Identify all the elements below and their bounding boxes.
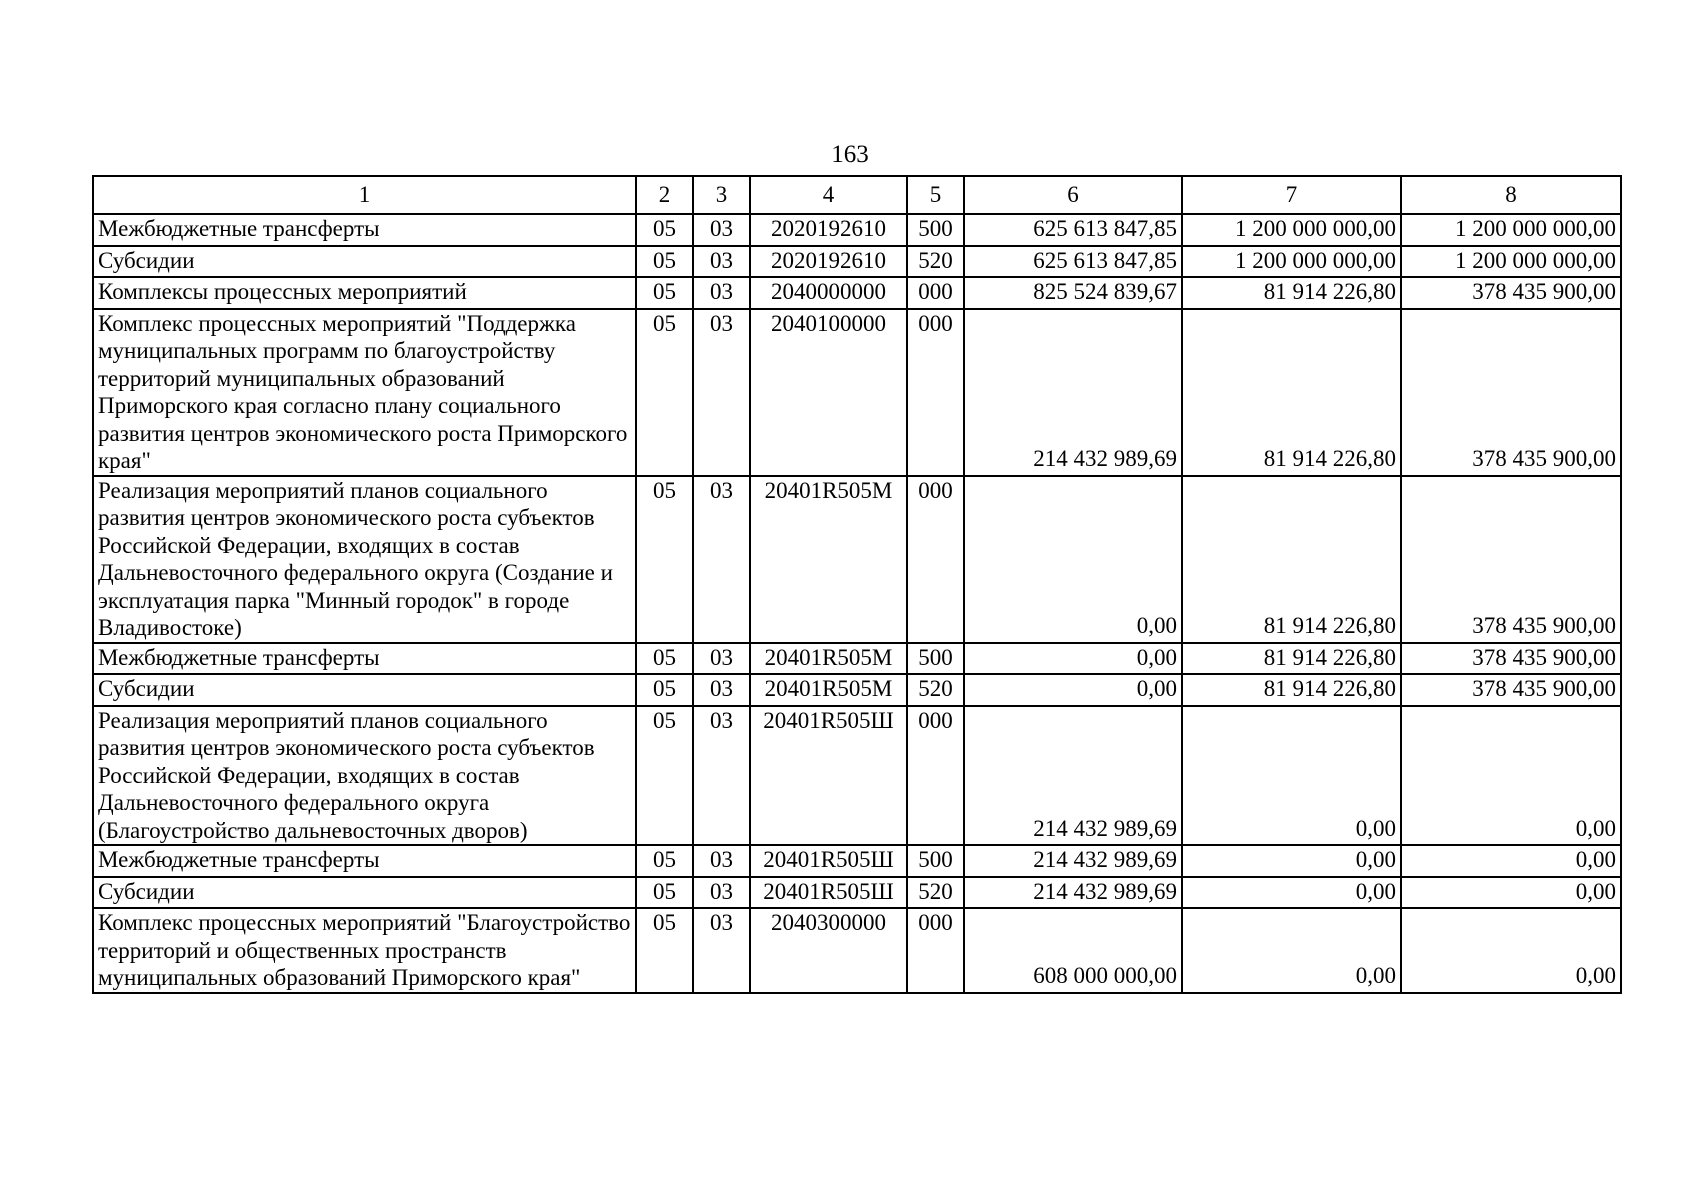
amount-col7-cell: 0,00 xyxy=(1182,845,1401,877)
expense-type-cell: 520 xyxy=(907,877,964,909)
amount-col7-cell: 0,00 xyxy=(1182,908,1401,993)
subsection-code-cell: 03 xyxy=(693,908,750,993)
amount-col6-cell: 214 432 989,69 xyxy=(964,845,1182,877)
table-row xyxy=(93,643,1621,675)
amount-col7-cell: 81 914 226,80 xyxy=(1182,643,1401,675)
expense-type-cell: 000 xyxy=(907,908,964,993)
section-code-cell: 05 xyxy=(636,908,693,993)
table-row xyxy=(93,706,1621,846)
amount-col6-cell: 0,00 xyxy=(964,476,1182,643)
table-row xyxy=(93,309,1621,476)
header-cell: 8 xyxy=(1401,176,1621,214)
item-name-cell: Межбюджетные трансферты xyxy=(93,214,636,246)
expense-type-cell: 500 xyxy=(907,845,964,877)
amount-col8-cell: 378 435 900,00 xyxy=(1401,674,1621,706)
section-code-cell: 05 xyxy=(636,877,693,909)
header-cell: 2 xyxy=(636,176,693,214)
amount-col6-cell: 625 613 847,85 xyxy=(964,246,1182,278)
budget-table xyxy=(92,175,1622,994)
table-header-row xyxy=(93,176,1621,214)
section-code-cell: 05 xyxy=(636,845,693,877)
expense-type-cell: 500 xyxy=(907,214,964,246)
amount-col6-cell: 825 524 839,67 xyxy=(964,277,1182,309)
amount-col8-cell: 1 200 000 000,00 xyxy=(1401,246,1621,278)
header-cell: 7 xyxy=(1182,176,1401,214)
item-name-cell: Межбюджетные трансферты xyxy=(93,643,636,675)
expense-type-cell: 500 xyxy=(907,643,964,675)
item-name-cell: Комплексы процессных мероприятий xyxy=(93,277,636,309)
amount-col6-cell: 0,00 xyxy=(964,674,1182,706)
item-name-cell: Реализация мероприятий планов социального развития центров экономического роста субъектов Российской Федерации, входящих в состав Дальневосточного федерального округа (Создание и эксплуатация парка "Минный городок" в городе Владивостоке) xyxy=(93,476,636,643)
amount-col7-cell: 0,00 xyxy=(1182,877,1401,909)
amount-col8-cell: 0,00 xyxy=(1401,877,1621,909)
amount-col7-cell: 1 200 000 000,00 xyxy=(1182,214,1401,246)
header-cell: 1 xyxy=(93,176,636,214)
section-code-cell: 05 xyxy=(636,214,693,246)
amount-col7-cell: 1 200 000 000,00 xyxy=(1182,246,1401,278)
table-row xyxy=(93,845,1621,877)
subsection-code-cell: 03 xyxy=(693,246,750,278)
target-article-cell: 20401R505Ш xyxy=(750,706,907,846)
expense-type-cell: 000 xyxy=(907,706,964,846)
section-code-cell: 05 xyxy=(636,277,693,309)
target-article-cell: 2020192610 xyxy=(750,214,907,246)
table-row xyxy=(93,674,1621,706)
subsection-code-cell: 03 xyxy=(693,706,750,846)
amount-col8-cell: 378 435 900,00 xyxy=(1401,309,1621,476)
subsection-code-cell: 03 xyxy=(693,476,750,643)
section-code-cell: 05 xyxy=(636,643,693,675)
subsection-code-cell: 03 xyxy=(693,309,750,476)
amount-col6-cell: 214 432 989,69 xyxy=(964,706,1182,846)
section-code-cell: 05 xyxy=(636,309,693,476)
section-code-cell: 05 xyxy=(636,246,693,278)
expense-type-cell: 000 xyxy=(907,277,964,309)
target-article-cell: 2040000000 xyxy=(750,277,907,309)
amount-col8-cell: 378 435 900,00 xyxy=(1401,476,1621,643)
expense-type-cell: 520 xyxy=(907,246,964,278)
target-article-cell: 20401R505Ш xyxy=(750,845,907,877)
header-cell: 6 xyxy=(964,176,1182,214)
item-name-cell: Межбюджетные трансферты xyxy=(93,845,636,877)
subsection-code-cell: 03 xyxy=(693,877,750,909)
item-name-cell: Комплекс процессных мероприятий "Поддержка муниципальных программ по благоустройству территорий муниципальных образований Приморского края согласно плану социального развития центров экономического роста Приморского края" xyxy=(93,309,636,476)
amount-col8-cell: 1 200 000 000,00 xyxy=(1401,214,1621,246)
table-row xyxy=(93,908,1621,993)
target-article-cell: 2040300000 xyxy=(750,908,907,993)
item-name-cell: Комплекс процессных мероприятий "Благоустройство территорий и общественных пространств муниципальных образований Приморского края" xyxy=(93,908,636,993)
amount-col8-cell: 0,00 xyxy=(1401,845,1621,877)
subsection-code-cell: 03 xyxy=(693,277,750,309)
item-name-cell: Субсидии xyxy=(93,674,636,706)
amount-col7-cell: 81 914 226,80 xyxy=(1182,277,1401,309)
amount-col6-cell: 214 432 989,69 xyxy=(964,309,1182,476)
item-name-cell: Субсидии xyxy=(93,246,636,278)
target-article-cell: 20401R505Ш xyxy=(750,877,907,909)
amount-col8-cell: 0,00 xyxy=(1401,908,1621,993)
header-cell: 5 xyxy=(907,176,964,214)
expense-type-cell: 000 xyxy=(907,309,964,476)
header-cell: 4 xyxy=(750,176,907,214)
item-name-cell: Реализация мероприятий планов социального развития центров экономического роста субъектов Российской Федерации, входящих в состав Дальневосточного федерального округа (Благоустройство дальневосточных дворов) xyxy=(93,706,636,846)
table-row xyxy=(93,476,1621,643)
amount-col8-cell: 0,00 xyxy=(1401,706,1621,846)
subsection-code-cell: 03 xyxy=(693,643,750,675)
subsection-code-cell: 03 xyxy=(693,214,750,246)
amount-col7-cell: 81 914 226,80 xyxy=(1182,674,1401,706)
amount-col6-cell: 214 432 989,69 xyxy=(964,877,1182,909)
amount-col7-cell: 81 914 226,80 xyxy=(1182,309,1401,476)
amount-col6-cell: 625 613 847,85 xyxy=(964,214,1182,246)
amount-col7-cell: 0,00 xyxy=(1182,706,1401,846)
target-article-cell: 20401R505M xyxy=(750,476,907,643)
amount-col7-cell: 81 914 226,80 xyxy=(1182,476,1401,643)
subsection-code-cell: 03 xyxy=(693,674,750,706)
table-row xyxy=(93,877,1621,909)
target-article-cell: 2020192610 xyxy=(750,246,907,278)
amount-col8-cell: 378 435 900,00 xyxy=(1401,277,1621,309)
expense-type-cell: 520 xyxy=(907,674,964,706)
amount-col6-cell: 608 000 000,00 xyxy=(964,908,1182,993)
section-code-cell: 05 xyxy=(636,706,693,846)
amount-col8-cell: 378 435 900,00 xyxy=(1401,643,1621,675)
header-cell: 3 xyxy=(693,176,750,214)
amount-col6-cell: 0,00 xyxy=(964,643,1182,675)
table-row xyxy=(93,246,1621,278)
item-name-cell: Субсидии xyxy=(93,877,636,909)
section-code-cell: 05 xyxy=(636,674,693,706)
section-code-cell: 05 xyxy=(636,476,693,643)
target-article-cell: 2040100000 xyxy=(750,309,907,476)
page-number: 163 xyxy=(831,141,869,168)
subsection-code-cell: 03 xyxy=(693,845,750,877)
target-article-cell: 20401R505M xyxy=(750,674,907,706)
expense-type-cell: 000 xyxy=(907,476,964,643)
target-article-cell: 20401R505M xyxy=(750,643,907,675)
table-row xyxy=(93,214,1621,246)
table-row xyxy=(93,277,1621,309)
